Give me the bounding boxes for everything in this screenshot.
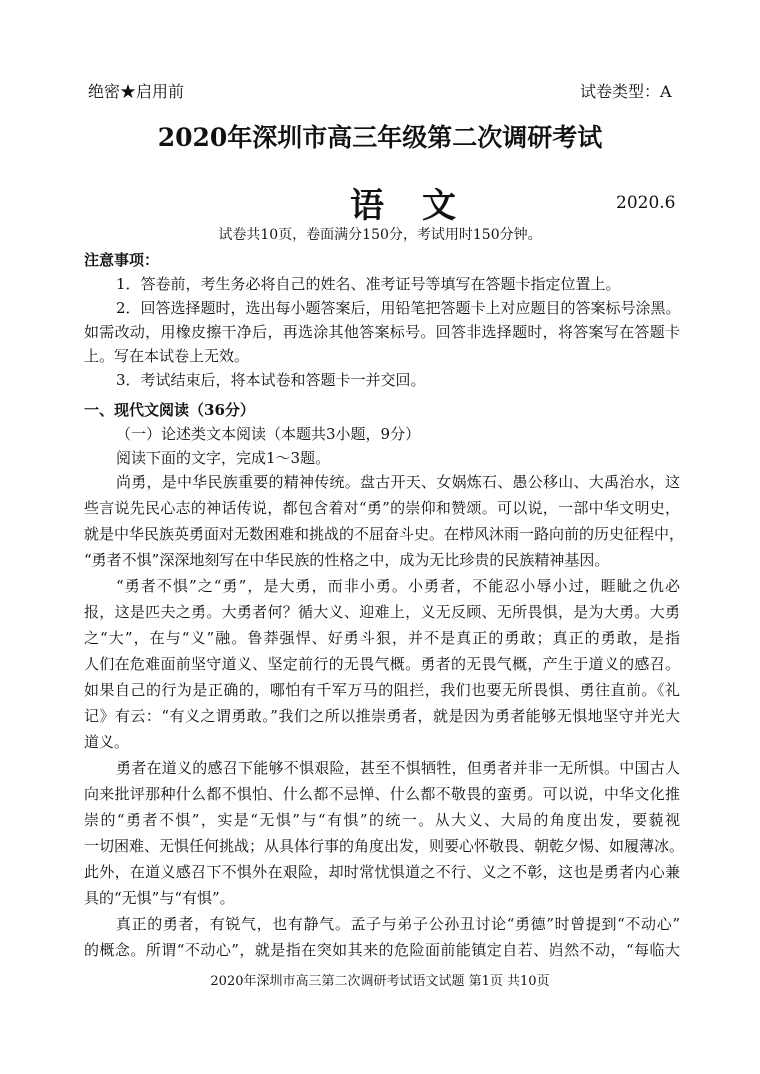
confidential-label: 绝密★启用前 xyxy=(88,82,185,101)
passage-line: 一切困难、无惧任何挑战；从具体行事的角度出发，则要心怀敬畏、朝乾夕惕、如履薄冰。 xyxy=(84,837,685,855)
passage-line: 勇者在道义的感召下能够不惧艰险，甚至不惧牺牲，但勇者并非一无所惧。中国古人 xyxy=(116,759,680,777)
subsection-heading: （一）论述类文本阅读（本题共3小题，9分） xyxy=(116,425,421,443)
page-footer: 2020年深圳市高三第二次调研考试语文试题 第1页 共10页 xyxy=(210,974,550,989)
passage-line: 向来批评那种什么都不惧怕、什么都不忌惮、什么都不敬畏的蛮勇。可以说，中华文化推 xyxy=(84,785,680,803)
passage-line: 之“大”，在与“义”融。鲁莽强悍、好勇斗狠，并不是真正的勇敢；真正的勇敢，是指 xyxy=(84,629,680,647)
passage-line: 如果自己的行为是正确的，哪怕有千军万马的阻拦，我们也要无所畏惧、勇往直前。《礼 xyxy=(84,681,680,699)
passage-line: 些言说先民心志的神话传说，都包含着对“勇”的崇仰和赞颂。可以说，一部中华文明史， xyxy=(84,499,680,517)
section-heading: 一、现代文阅读（36分） xyxy=(84,401,255,419)
exam-title: 2020年深圳市高三年级第二次调研考试 xyxy=(157,123,603,152)
passage-line: 崇的“勇者不惧”，实是“无惧”与“有惧”的统一。从大义、大局的角度出发，要藐视 xyxy=(84,811,680,829)
passage-line: 就是中华民族英勇面对无数困难和挑战的不屈奋斗史。在栉风沐雨一路向前的历史征程中， xyxy=(84,525,685,543)
passage-line: “勇者不惧”深深地刻写在中华民族的性格之中，成为无比珍贵的民族精神基因。 xyxy=(84,551,610,569)
paper-type-label: 试卷类型：A xyxy=(580,82,672,101)
reading-instruction: 阅读下面的文字，完成1～3题。 xyxy=(116,449,331,467)
notes-heading: 注意事项： xyxy=(84,251,160,269)
passage-line: 人们在危难面前坚守道义、坚定前行的无畏气概。勇者的无畏气概，产生于道义的感召。 xyxy=(84,655,680,673)
note-item-2-cont: 如需改动，用橡皮擦干净后，再选涂其他答案标号。回答非选择题时，将答案写在答题卡 xyxy=(84,323,680,341)
exam-info: 试卷共10页，卷面满分150分，考试用时150分钟。 xyxy=(218,227,542,243)
passage-line: 报，这是匹夫之勇。大勇者何？循大义、迎难上，义无反顾、无所畏惧，是为大勇。大勇 xyxy=(84,603,680,621)
note-item-2-end: 上。写在本试卷上无效。 xyxy=(84,347,250,365)
passage-line: 真正的勇者，有锐气，也有静气。孟子与弟子公孙丑讨论“勇德”时曾提到“不动心” xyxy=(116,915,680,933)
passage-line: “勇者不惧”之“勇”，是大勇，而非小勇。小勇者，不能忍小辱小过，睚眦之仇必 xyxy=(116,577,680,595)
exam-date: 2020.6 xyxy=(616,193,676,213)
note-item-3: 3．考试结束后，将本试卷和答题卡一并交回。 xyxy=(116,371,426,389)
note-item-1: 1．答卷前，考生务必将自己的姓名、准考证号等填写在答题卡指定位置上。 xyxy=(116,275,621,293)
passage-line: 此外，在道义感召下不惧外在艰险，却时常忧惧道之不行、义之不彰，这也是勇者内心兼 xyxy=(84,863,680,881)
note-item-2: 2．回答选择题时，选出每小题答案后，用铅笔把答题卡上对应题目的答案标号涂黑。 xyxy=(116,299,681,317)
passage-line: 的概念。所谓“不动心”，就是指在突如其来的危险面前能镇定自若、岿然不动，“每临大 xyxy=(84,941,680,959)
passage-line: 具的“无惧”与“有惧”。 xyxy=(84,889,235,907)
passage-line: 尚勇，是中华民族重要的精神传统。盘古开天、女娲炼石、愚公移山、大禹治水，这 xyxy=(116,473,680,491)
passage-line: 道义。 xyxy=(84,733,130,751)
subject-title: 语 文 xyxy=(350,186,458,226)
passage-line: 记》有云：“有义之谓勇敢。”我们之所以推崇勇者，就是因为勇者能够无惧地坚守并光大 xyxy=(84,707,680,725)
